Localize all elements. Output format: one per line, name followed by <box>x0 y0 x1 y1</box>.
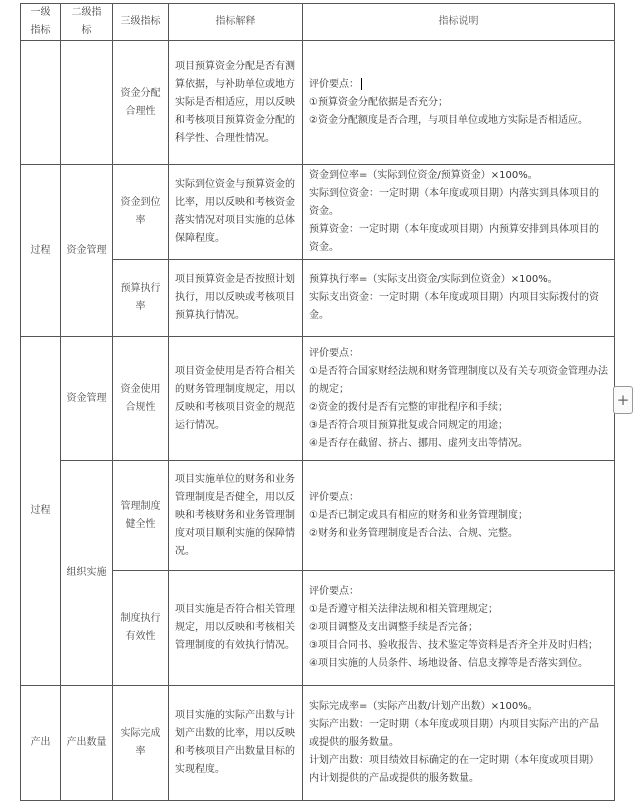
description-line: ①是否遵守相关法律法规和相关管理规定； <box>309 604 498 615</box>
explanation-cell: 项目实施单位的财务和业务管理制度是否健全，用以反映和考核财务和业务管理制度对项目顺利实施的保障情况。 <box>169 461 303 571</box>
level2-cell: 产出数量 <box>61 686 113 801</box>
description-line: ④是否存在截留、挤占、挪用、虚列支出等情况。 <box>309 437 528 449</box>
description-cell <box>303 165 615 260</box>
level1-cell: 过程 <box>21 337 61 686</box>
description-line: 评价要点： <box>309 76 608 94</box>
description-cell <box>303 571 615 686</box>
level3-cell: 实际完成率 <box>113 686 169 801</box>
level1-cell: 过程 <box>21 165 61 337</box>
explanation-cell: 项目实施的实际产出数与计划产出数的比率，用以反映和考核项目产出数量目标的实现程度。 <box>169 686 303 801</box>
explanation-cell: 项目资金使用是否符合相关的财务管理制度规定，用以反映和考核项目资金的规范运行情况。 <box>169 337 303 461</box>
table-row <box>21 165 615 260</box>
description-line: 评价要点： <box>309 586 359 597</box>
explanation-cell: 项目实施是否符合相关管理规定，用以反映和考核相关管理制度的有效执行情况。 <box>169 571 303 686</box>
description-line: ①是否已制定或具有相应的财务和业务管理制度； <box>309 509 528 521</box>
description-line: ②资金的拨付是否有完整的审批程序和手续； <box>309 401 508 413</box>
header-row <box>21 4 615 41</box>
description-line: ②项目调整及支出调整手续是否完备； <box>309 622 478 633</box>
level3-cell: 管理制度健全性 <box>113 461 169 571</box>
description-line: 评价要点： <box>309 491 359 503</box>
description-cell[interactable] <box>303 41 615 165</box>
description-line: ①预算资金分配依据是否充分； <box>309 96 448 108</box>
description-line: ①是否符合国家财经法规和财务管理制度以及有关专项资金管理办法的规定； <box>309 365 608 395</box>
level2-cell: 组织实施 <box>61 461 113 686</box>
description-line: 实际完成率=（实际产出数/计划产出数）×100%。 <box>309 701 538 712</box>
description-cell <box>303 686 615 801</box>
description-line: 实际支出资金：一定时期（本年度或项目期）内项目实际拨付的资金。 <box>309 292 599 321</box>
description-line: 预算资金：一定时期（本年度或项目期）内预算安排到具体项目的资金。 <box>309 224 599 253</box>
level2-cell: 资金管理 <box>61 165 113 337</box>
description-line: 资金到位率=（实际到位资金/预算资金）×100%。 <box>309 170 538 181</box>
description-line: ③项目合同书、验收报告、技术鉴定等资料是否齐全并及时归档； <box>309 640 598 651</box>
description-cell <box>303 337 615 461</box>
description-line: ②资金分配额度是否合理，与项目单位或地方实际是否相适应。 <box>309 114 588 126</box>
description-cell <box>303 461 615 571</box>
description-line: ③是否符合项目预算批复或合同规定的用途； <box>309 419 508 431</box>
description-line: 实际产出数：一定时期（本年度或项目期）内项目实际产出的产品或提供的服务数量。 <box>309 719 599 748</box>
level3-cell: 预算执行率 <box>113 260 169 337</box>
level1-cell: 产出 <box>21 686 61 801</box>
description-cell <box>303 260 615 337</box>
description-line: 计划产出数：项目绩效目标确定的在一定时期（本年度或项目期）内计划提供的产品或提供的服务数量。 <box>309 755 599 784</box>
level2-cell: 资金管理 <box>61 337 113 461</box>
explanation-cell: 项目预算资金分配是否有测算依据，与补助单位或地方实际是否相适应，用以反映和考核项目预算资金分配的科学性、合理性情况。 <box>169 41 303 165</box>
level3-cell: 资金到位率 <box>113 165 169 260</box>
description-line: 实际到位资金：一定时期（本年度或项目期）内落实到具体项目的资金。 <box>309 188 599 217</box>
description-line: 评价要点： <box>309 347 359 359</box>
text-cursor <box>361 78 362 90</box>
description-line: ④项目实施的人员条件、场地设备、信息支撑等是否落实到位。 <box>309 658 588 669</box>
add-row-button[interactable]: + <box>613 386 633 414</box>
explanation-cell: 实际到位资金与预算资金的比率，用以反映和考核资金落实情况对项目实施的总体保障程度。 <box>169 165 303 260</box>
header-level2: 二级指标 <box>61 4 113 41</box>
level3-cell: 资金分配合理性 <box>113 41 169 165</box>
level2-cell-empty <box>61 41 113 165</box>
table-row <box>21 337 615 461</box>
table-row <box>21 461 615 571</box>
level1-cell-empty <box>21 41 61 165</box>
header-description: 指标说明 <box>303 4 615 41</box>
level3-cell: 制度执行有效性 <box>113 571 169 686</box>
indicator-table <box>20 3 615 801</box>
explanation-cell: 项目预算资金是否按照计划执行，用以反映或考核项目预算执行情况。 <box>169 260 303 337</box>
header-level1: 一级指标 <box>21 4 61 41</box>
table-row <box>21 41 615 165</box>
description-line: ②财务和业务管理制度是否合法、合规、完整。 <box>309 527 518 539</box>
table-row <box>21 686 615 801</box>
description-line: 预算执行率=（实际支出资金/实际到位资金）×100%。 <box>309 274 558 285</box>
header-level3: 三级指标 <box>113 4 169 41</box>
header-explanation: 指标解释 <box>169 4 303 41</box>
level3-cell: 资金使用合规性 <box>113 337 169 461</box>
